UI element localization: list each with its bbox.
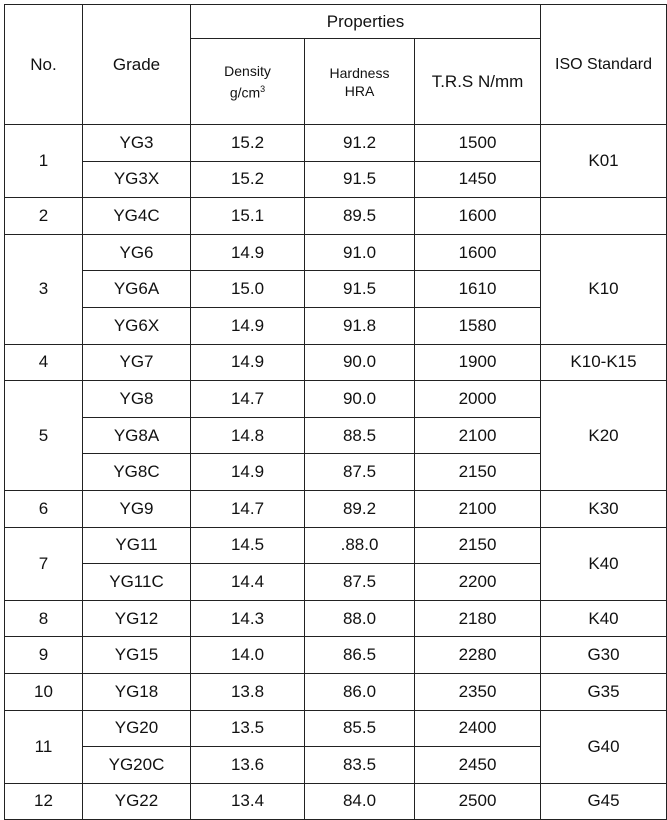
header-properties: Properties — [191, 5, 541, 39]
table-row — [5, 783, 667, 820]
cell-grade: YG20C — [83, 747, 191, 784]
cell-density: 13.5 — [191, 710, 305, 747]
cell-trs: 1600 — [415, 234, 541, 271]
cell-trs: 2280 — [415, 637, 541, 674]
header-grade: Grade — [83, 5, 191, 125]
cell-grade: YG4C — [83, 198, 191, 235]
cell-no: 2 — [5, 198, 83, 235]
cell-trs: 1500 — [415, 125, 541, 162]
cell-grade: YG20 — [83, 710, 191, 747]
cell-hardness: 88.5 — [305, 417, 415, 454]
cell-iso-standard: G45 — [541, 783, 667, 820]
cell-trs: 1900 — [415, 344, 541, 381]
table-row — [5, 673, 667, 710]
cell-grade: YG15 — [83, 637, 191, 674]
cell-trs: 2100 — [415, 417, 541, 454]
cell-hardness: 86.5 — [305, 637, 415, 674]
table-row — [5, 234, 667, 271]
header-density-unit: g/cm — [229, 84, 261, 101]
header-density — [191, 39, 305, 125]
cell-density: 13.6 — [191, 747, 305, 784]
cell-trs: 2150 — [415, 527, 541, 564]
cell-density: 14.9 — [191, 234, 305, 271]
cell-trs: 1450 — [415, 161, 541, 198]
cell-trs: 1600 — [415, 198, 541, 235]
cell-hardness: 85.5 — [305, 710, 415, 747]
cell-no: 10 — [5, 673, 83, 710]
cell-density: 14.9 — [191, 307, 305, 344]
cell-trs: 2500 — [415, 783, 541, 820]
cell-no: 3 — [5, 234, 83, 344]
cell-density: 15.2 — [191, 161, 305, 198]
table-row — [5, 381, 667, 418]
cell-no: 6 — [5, 490, 83, 527]
cell-iso-standard — [541, 198, 667, 235]
header-density-label: Density — [224, 62, 271, 79]
cell-grade: YG22 — [83, 783, 191, 820]
cell-hardness: 87.5 — [305, 564, 415, 601]
header-no: No. — [5, 5, 83, 125]
table-row — [5, 490, 667, 527]
cell-iso-standard: K20 — [541, 381, 667, 491]
cell-trs: 2350 — [415, 673, 541, 710]
cell-hardness: 90.0 — [305, 381, 415, 418]
cell-no: 1 — [5, 125, 83, 198]
cell-iso-standard: K40 — [541, 600, 667, 637]
cell-iso-standard: G35 — [541, 673, 667, 710]
cell-grade: YG6 — [83, 234, 191, 271]
cell-trs: 2400 — [415, 710, 541, 747]
cell-hardness: 86.0 — [305, 673, 415, 710]
cell-no: 7 — [5, 527, 83, 600]
cell-density: 13.4 — [191, 783, 305, 820]
cell-iso-standard: K10 — [541, 234, 667, 344]
cell-trs: 1610 — [415, 271, 541, 308]
cell-trs: 2200 — [415, 564, 541, 601]
cell-density: 14.0 — [191, 637, 305, 674]
cell-trs: 2100 — [415, 490, 541, 527]
cell-trs: 2000 — [415, 381, 541, 418]
cell-hardness: 91.5 — [305, 161, 415, 198]
cell-hardness: 84.0 — [305, 783, 415, 820]
cell-no: 5 — [5, 381, 83, 491]
cell-density: 14.3 — [191, 600, 305, 637]
cell-iso-standard: G40 — [541, 710, 667, 783]
cell-hardness: 87.5 — [305, 454, 415, 491]
cell-hardness: 91.8 — [305, 307, 415, 344]
cell-density: 14.7 — [191, 490, 305, 527]
table-row — [5, 344, 667, 381]
header-density-unit-exponent: 3 — [260, 83, 266, 94]
cell-grade: YG3 — [83, 125, 191, 162]
cell-hardness: 89.5 — [305, 198, 415, 235]
table-row — [5, 600, 667, 637]
cell-density: 14.8 — [191, 417, 305, 454]
cell-grade: YG9 — [83, 490, 191, 527]
carbide-grades-table — [4, 4, 667, 820]
cell-density: 14.9 — [191, 344, 305, 381]
cell-grade: YG18 — [83, 673, 191, 710]
cell-density: 14.9 — [191, 454, 305, 491]
cell-grade: YG6X — [83, 307, 191, 344]
table-row — [5, 198, 667, 235]
table-row — [5, 637, 667, 674]
cell-density: 15.1 — [191, 198, 305, 235]
cell-density: 14.5 — [191, 527, 305, 564]
cell-hardness: 83.5 — [305, 747, 415, 784]
cell-no: 8 — [5, 600, 83, 637]
cell-density: 15.2 — [191, 125, 305, 162]
cell-trs: 2150 — [415, 454, 541, 491]
cell-iso-standard: G30 — [541, 637, 667, 674]
table-row — [5, 125, 667, 162]
header-trs: T.R.S N/mm — [415, 39, 541, 125]
cell-grade: YG3X — [83, 161, 191, 198]
cell-density: 15.0 — [191, 271, 305, 308]
table-row — [5, 527, 667, 564]
header-hardness — [305, 39, 415, 125]
cell-grade: YG8A — [83, 417, 191, 454]
cell-grade: YG11 — [83, 527, 191, 564]
cell-density: 14.4 — [191, 564, 305, 601]
cell-density: 14.7 — [191, 381, 305, 418]
cell-hardness: 91.0 — [305, 234, 415, 271]
cell-grade: YG6A — [83, 271, 191, 308]
cell-hardness: 91.5 — [305, 271, 415, 308]
cell-grade: YG11C — [83, 564, 191, 601]
cell-hardness: 90.0 — [305, 344, 415, 381]
cell-grade: YG8C — [83, 454, 191, 491]
table-row — [5, 710, 667, 747]
cell-grade: YG12 — [83, 600, 191, 637]
cell-trs: 2450 — [415, 747, 541, 784]
cell-grade: YG8 — [83, 381, 191, 418]
header-row-1 — [5, 5, 667, 39]
cell-hardness: 91.2 — [305, 125, 415, 162]
cell-density: 13.8 — [191, 673, 305, 710]
cell-trs: 1580 — [415, 307, 541, 344]
cell-iso-standard: K30 — [541, 490, 667, 527]
header-hardness-label: Hardness — [329, 64, 390, 81]
cell-hardness: .88.0 — [305, 527, 415, 564]
header-hardness-unit: HRA — [344, 82, 375, 99]
cell-no: 9 — [5, 637, 83, 674]
cell-no: 4 — [5, 344, 83, 381]
header-iso-standard: ISO Standard — [541, 5, 667, 125]
cell-grade: YG7 — [83, 344, 191, 381]
cell-no: 12 — [5, 783, 83, 820]
cell-no: 11 — [5, 710, 83, 783]
cell-iso-standard: K10-K15 — [541, 344, 667, 381]
cell-hardness: 89.2 — [305, 490, 415, 527]
cell-iso-standard: K01 — [541, 125, 667, 198]
cell-iso-standard: K40 — [541, 527, 667, 600]
cell-trs: 2180 — [415, 600, 541, 637]
cell-hardness: 88.0 — [305, 600, 415, 637]
